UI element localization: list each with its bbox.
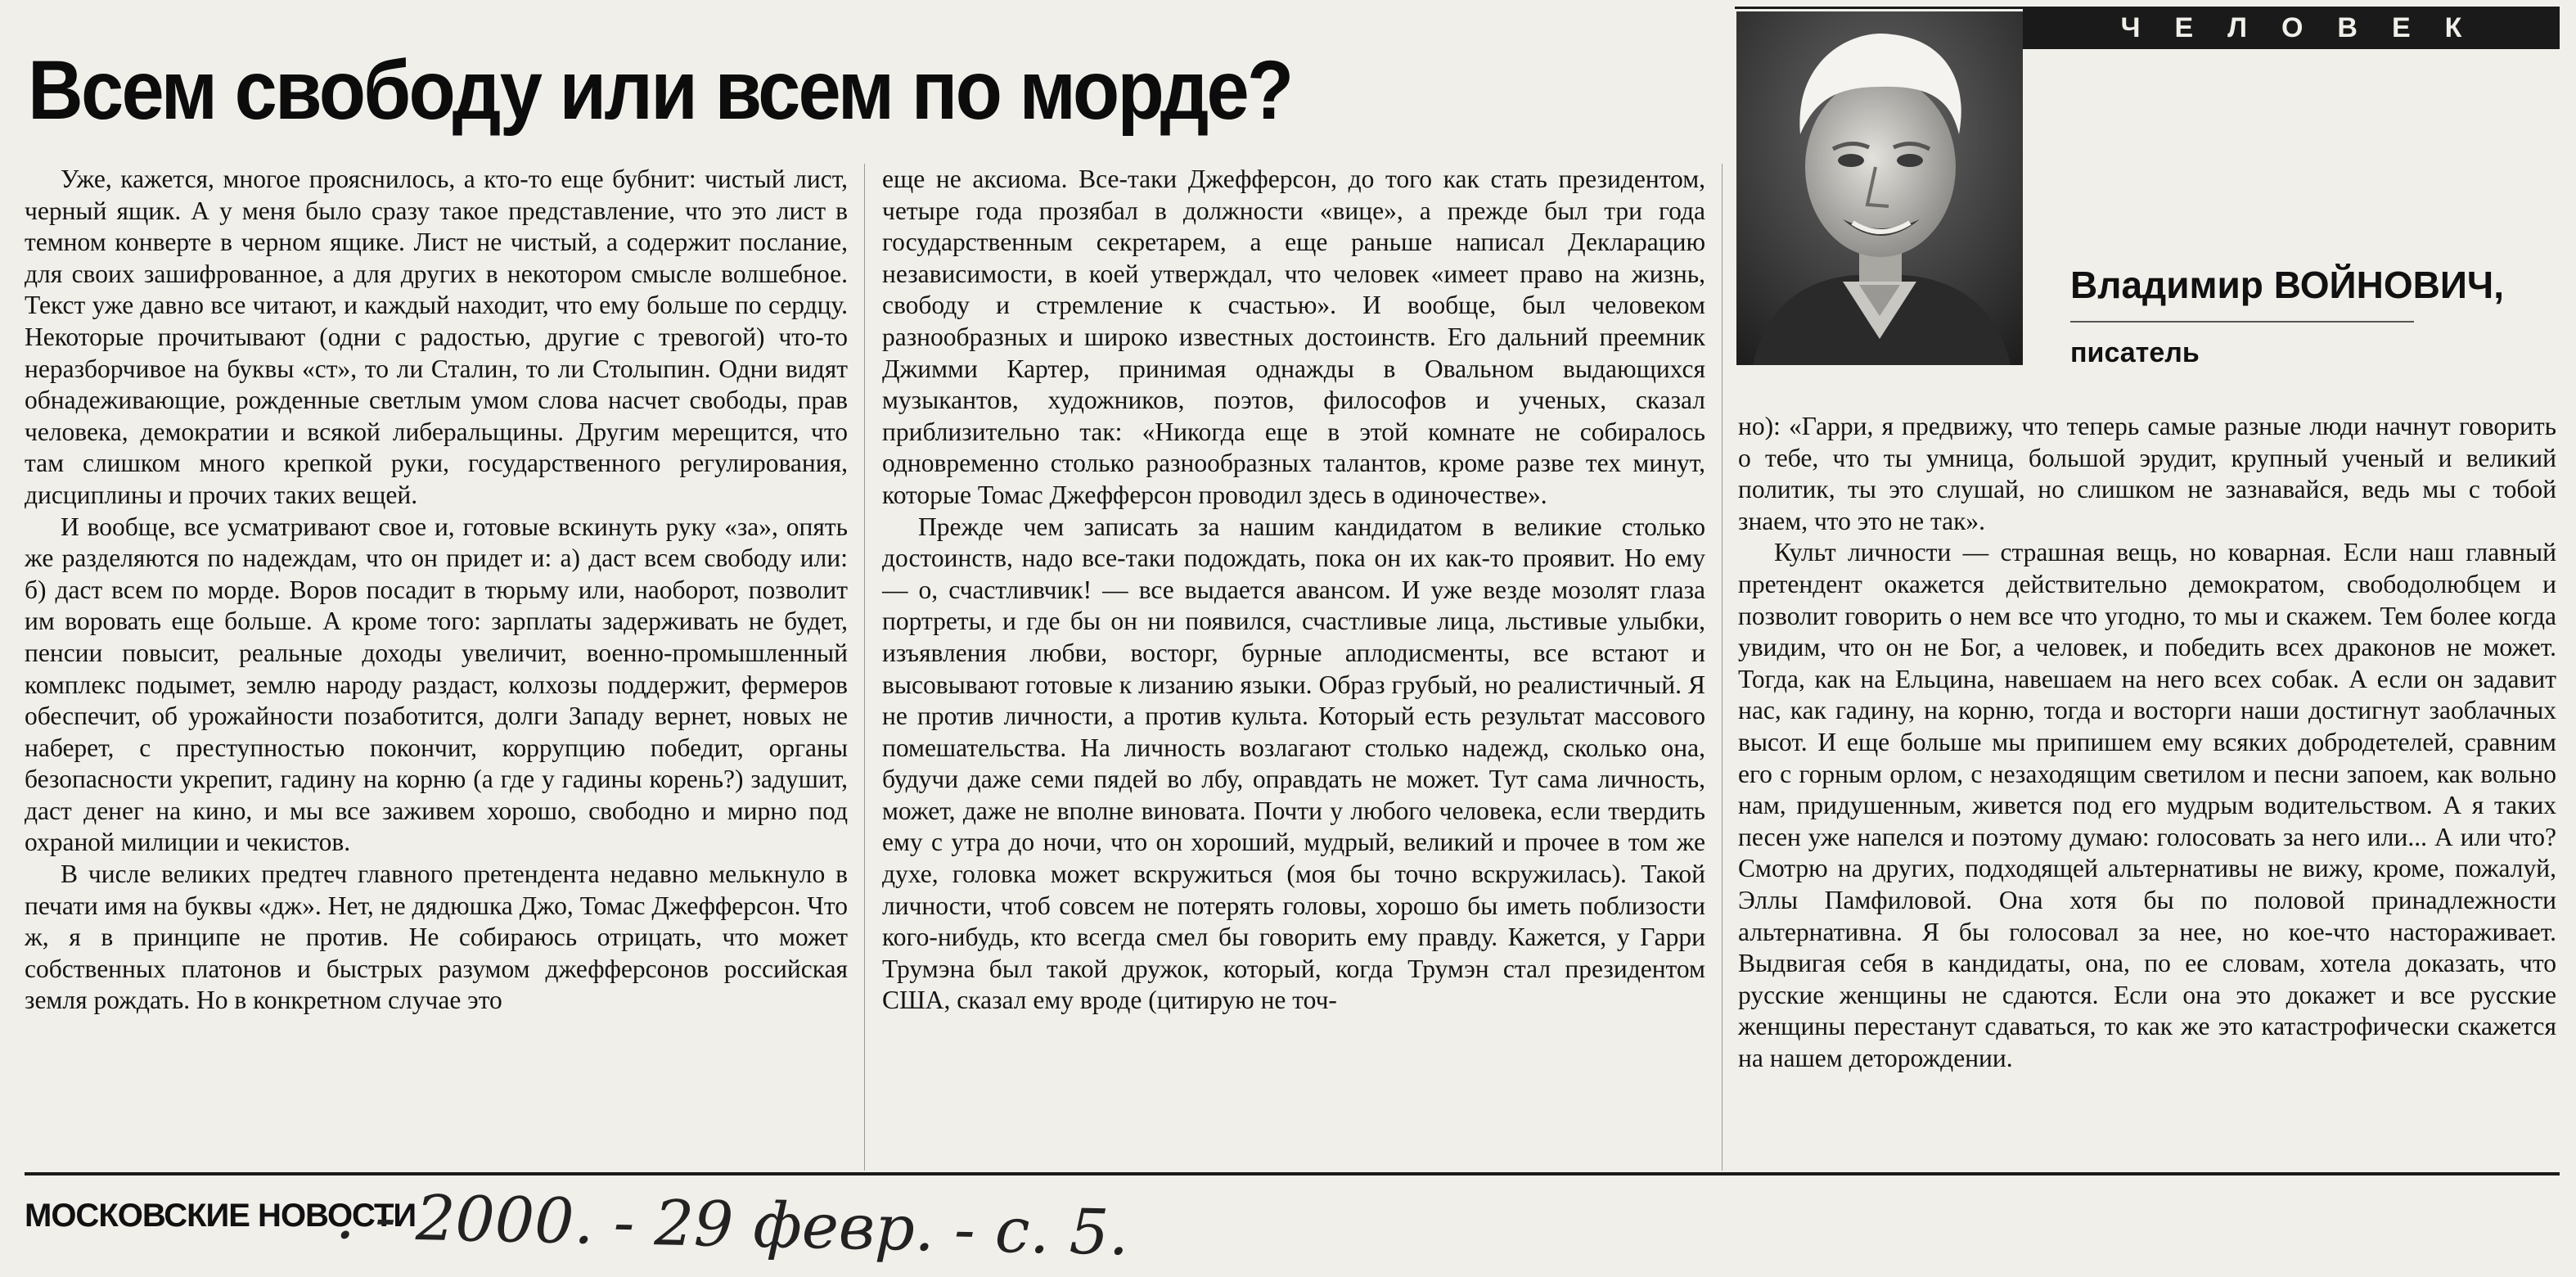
article-column-1 bbox=[25, 164, 848, 1017]
author-divider bbox=[2070, 321, 2414, 323]
article-column-3 bbox=[1738, 411, 2556, 1074]
author-role: писатель bbox=[2070, 337, 2200, 368]
paragraph: Прежде чем записать за нашим кандидатом в великие столько достоинств, надо все-таки подождать, пока он их как-то проявит. Но ему — о, счастливчик! — все выдается авансом. И уже везде мозолят глаза портреты, и где бы он ни появился, счастливые лица, льстивые улыбки, изъявления любви, восторг, бурные аплодисменты, все встают и высовывают готовые к лизанию языки. Образ грубый, но реалистичный. Я не против личности, а против культа. Который есть результат массового помешательства. На личность возлагают столько надежд, сколько она, будучи даже семи пядей во лбу, оправдать не может. Тут сама личность, может, даже не вполне виновата. Почти у любого человека, если твердить ему с утра до ночи, что он хороший, мудрый, великий и прочее в том же духе, головка может вскружиться (моя бы точно вскружилась). Такой личности, чтоб совсем не потерять головы, хорошо бы иметь поблизости кого-нибудь, кто всегда смел бы говорить ему правду. Кажется, у Гарри Трумэна был такой дружок, который, когда Трумэн стал президентом США, сказал ему вроде (цитирую не точ- bbox=[882, 512, 1705, 1015]
footer-rule bbox=[25, 1172, 2560, 1175]
article-column-2 bbox=[882, 164, 1705, 1017]
column-divider bbox=[1722, 164, 1723, 1171]
handwritten-citation: . - 2000. - 29 февр. - с. 5. bbox=[335, 1180, 1130, 1270]
article-headline: Всем свободу или всем по морде? bbox=[28, 43, 1292, 137]
paragraph: В числе великих предтеч главного претендента недавно мелькнуло в печати имя на буквы «дж». Нет, не дядюшка Джо, Томас Джефферсон. Что ж, я в принципе не против. Не собираюсь отрицать, что может собственных платонов и быстрых разумом джефферсонов российская земля рождать. Но в конкретном случае это bbox=[25, 860, 848, 1015]
author-name: Владимир ВОЙНОВИЧ, bbox=[2070, 264, 2504, 306]
paragraph: Культ личности — страшная вещь, но коварная. Если наш главный претендент окажется действительно демократом, свободолюбцем и позволит говорить о нем все что угодно, то мы и скажем. Тем более когда увидим, что он не Бог, а человек, и победить всех драконов не может. Тогда, как на Ельцина, навешаем на него всех собак. А если он задавит нас, как гадину, на корню, тогда и восторги наши достигнут заоблачных высот. И еще больше мы припишем ему всяких добродетелей, сравним его с горным орлом, с незаходящим светилом и песни запоем, как вольно нам, придушенным, живется под его мудрым водительством. А я таких песен уже напелся и поэтому думаю: голосовать за него или... А или что? Смотрю на других, подходящей альтернативы не вижу, кроме, пожалуй, Эллы Памфиловой. Она хотя бы по половой принадлежности альтернативна. Я бы голосовал за нее, но кое-что настораживает. Выдвигая себя в кандидаты, она, по ее словам, хотела доказать, что русские женщины не сдаются. Если она это докажет и все русские женщины перестанут сдаваться, то как же это катастрофически скажется на нашем деторождении. bbox=[1738, 538, 2556, 1072]
column-divider bbox=[864, 164, 865, 1171]
paragraph: И вообще, все усматривают свое и, готовые вскинуть руку «за», опять же разделяются по надеждам, что он придет и: а) даст всем свободу или: б) даст всем по морде. Воров посадит в тюрьму или, наоборот, позволит им воровать еще больше. А кроме того: зарплаты задерживать не будет, пенсии повысит, реальные доходы увеличит, военно-промышленный комплекс подымет, землю народу раздаст, колхозы поддержит, фермеров обеспечит, об урожайности позаботится, долги Западу вернет, новых не наберет, с преступностью покончит, коррупцию победит, органы безопасности укрепит, гадину на корню (а где у гадины корень?) задушит, даст денег на кино, и мы все заживем хорошо, свободно и мирно под охраной милиции и чекистов. bbox=[25, 512, 848, 857]
paragraph: еще не аксиома. Все-таки Джефферсон, до того как стать президентом, четыре года прозябал в должности «вице», а прежде был три года государственным секретарем, а еще раньше написал Декларацию независимости, в коей утверждал, что человек «имеет право на жизнь, свободу и стремление к счастью». И вообще, был человеком разнообразных и широко известных достоинств. Его дальний преемник Джимми Картер, принимая однажды в Овальном выдающихся музыкантов, художников, поэтов, философов и ученых, сказал приблизительно так: «Никогда еще в этой комнате не собиралось одновременно столько разнообразных талантов, кроме разве тех минут, которые Томас Джефферсон проводил здесь в одиночестве». bbox=[882, 165, 1705, 509]
rubric-label: ЧЕЛОВЕК bbox=[2023, 7, 2560, 49]
author-photo bbox=[1736, 11, 2023, 365]
paragraph: Уже, кажется, многое прояснилось, а кто-то еще бубнит: чистый лист, черный ящик. А у меня было сразу такое представление, что это лист в темном конверте в черном ящике. Лист не чистый, а содержит послание, для своих зашифрованное, а для других в некотором смысле волшебное. Текст уже давно все читают, и каждый находит, что ему больше по сердцу. Некоторые прочитывают (одни с радостью, другие с тревогой) что-то неразборчивое на буквы «ст», то ли Сталин, то ли Столыпин. Одни видят обнадеживающие, рожденные светлым умом слова насчет свободы, прав человека, демократии и всякой либеральщины. Другим мерещится, что там слишком много крепкой руки, государственного регулирования, дисциплины и прочих таких вещей. bbox=[25, 165, 848, 509]
paragraph: но): «Гарри, я предвижу, что теперь самые разные люди начнут говорить о тебе, что ты умница, большой эрудит, крупный ученый и великий политик, ты это слушай, но слишком не зазнавайся, ведь мы с тобой знаем, что это не так». bbox=[1738, 412, 2556, 535]
newspaper-masthead: МОСКОВСКИЕ НОВОСТИ bbox=[25, 1198, 417, 1234]
